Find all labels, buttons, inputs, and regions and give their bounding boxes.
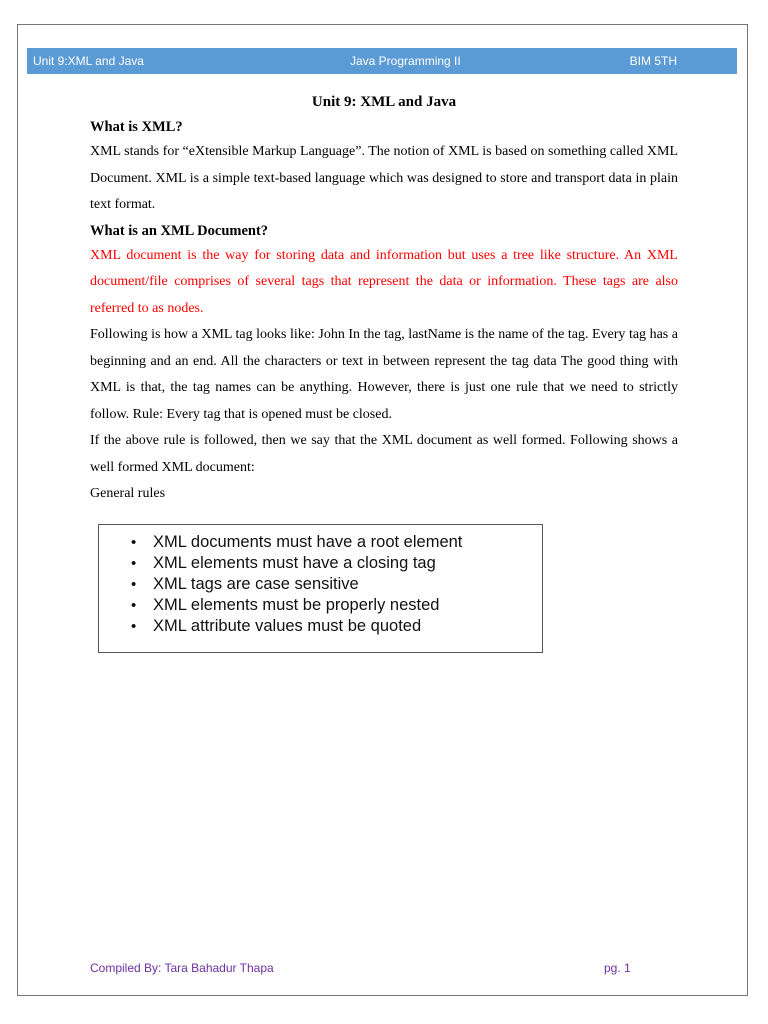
general-rules-box <box>98 524 543 653</box>
paragraph-well-formed: If the above rule is followed, then we say that the XML document as well formed. Following shows a well formed XML document: <box>90 433 678 475</box>
page-header <box>27 48 737 74</box>
header-course-label: Java Programming II <box>350 54 461 68</box>
paragraph-xml-document-definition: XML document is the way for storing data and information but uses a tree like structure. An XML document/file comprises of several tags that represent the data or information. These tags are also referred to as nodes. <box>90 247 678 316</box>
paragraph-xml-tag-explanation: Following is how a XML tag looks like: John In the tag, lastName is the name of the tag. Every tag has a beginning and an end. All the characters or text in between represent the tag data The good thing with XML is that, the tag names can be anything. However, there is just one rule that we need to strictly follow. Rule: Every tag that is opened must be closed. <box>90 327 678 422</box>
heading-what-is-xml-document: What is an XML Document? <box>90 222 269 239</box>
paragraph-xml-definition: XML stands for “eXtensible Markup Language”. The notion of XML is based on something called XML Document. XML is a simple text-based language which was designed to store and transport data in plain text format. <box>90 144 678 212</box>
header-unit-label: Unit 9:XML and Java <box>33 54 144 68</box>
header-semester-label: BIM 5TH <box>629 54 677 68</box>
rule-item: • XML elements must be properly nested <box>129 595 542 616</box>
page-title: Unit 9: XML and Java <box>311 94 457 110</box>
rule-item: • XML tags are case sensitive <box>129 574 542 595</box>
general-rules-label: General rules <box>90 486 166 501</box>
rule-item: • XML attribute values must be quoted <box>129 616 542 637</box>
footer-compiled-by: Compiled By: Tara Bahadur Thapa <box>90 961 274 975</box>
general-rules-list <box>99 525 542 637</box>
rule-item: • XML documents must have a root element <box>129 532 542 553</box>
footer-page-number: pg. 1 <box>604 961 631 975</box>
heading-what-is-xml: What is XML? <box>90 119 183 135</box>
document-body <box>90 90 678 508</box>
rule-item: • XML elements must have a closing tag <box>129 553 542 574</box>
